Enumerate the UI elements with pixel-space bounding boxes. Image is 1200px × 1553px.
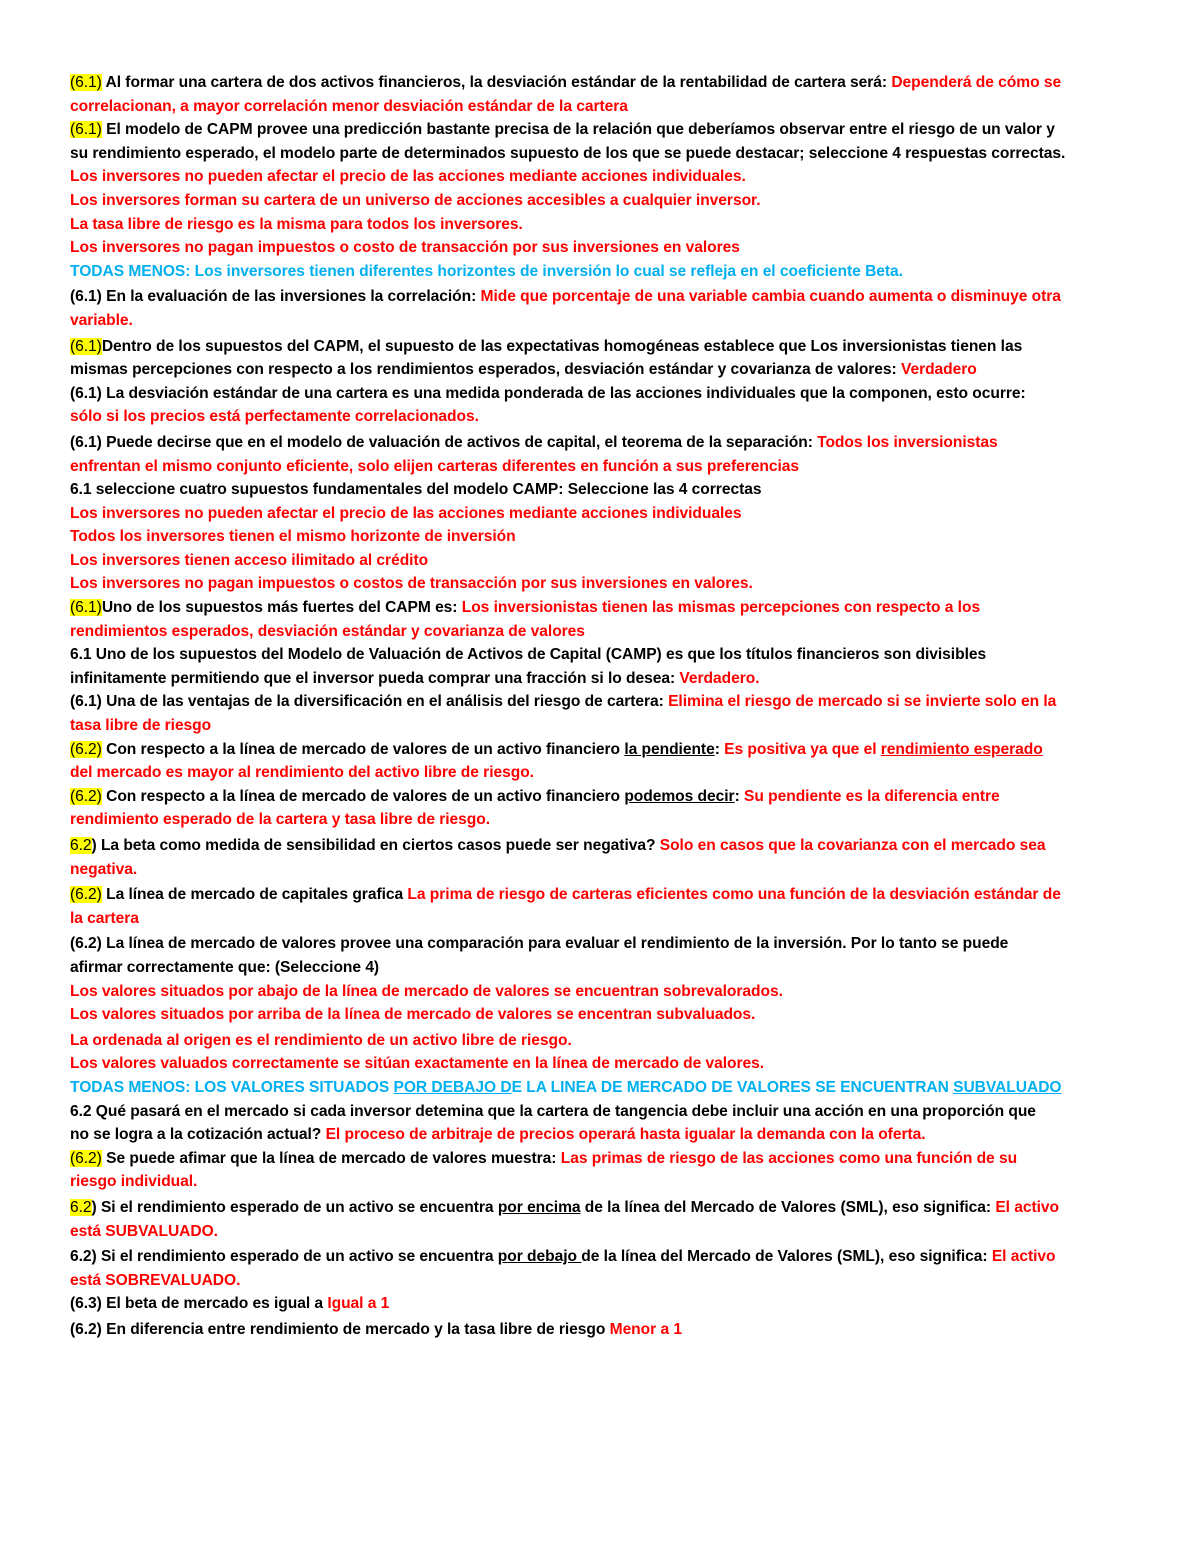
section-tag: (6.1) (70, 74, 102, 91)
text-line (70, 980, 1140, 1004)
question-text: Dentro de los supuestos del CAPM, el supuesto de las expectativas homogéneas establece que Los inversionistas tienen las (101, 337, 1023, 355)
text-line (70, 382, 1140, 406)
text-line (70, 1170, 1140, 1194)
answer-text: Los valores situados por abajo de la línea de mercado de valores se encuentran sobrevalorados. (70, 982, 783, 1000)
answer-text: Los inversores no pagan impuestos o costo de transacción por sus inversiones en valores (70, 239, 740, 257)
text-line (70, 1318, 1140, 1342)
answer-text: Los inversores forman su cartera de un universo de acciones accesibles a cualquier inversor. (70, 191, 761, 209)
answer-text: Los inversores no pueden afectar el precio de las acciones mediante acciones individuales (70, 504, 742, 522)
answer-text: Elimina el riesgo de mercado si se invierte solo en la (668, 693, 1057, 711)
question-text: por debajo (497, 1248, 582, 1266)
answer-text: Solo en casos que la covarianza con el mercado sea (659, 837, 1046, 854)
answer-text: negativa. (70, 860, 138, 878)
all-except-note: TODAS MENOS: LOS VALORES SITUADOS (70, 1078, 394, 1096)
answer-text: El activo (991, 1248, 1056, 1266)
question-text: : (734, 787, 745, 805)
answer-text: Verdadero. (679, 669, 760, 687)
answer-text: Los inversores no pueden afectar el precio de las acciones mediante acciones individuales. (70, 168, 746, 186)
question-text: 6.1 Uno de los supuestos del Modelo de Valuación de Activos de Capital (CAMP) es que los títulos financieros son divisibles (70, 646, 987, 664)
answer-text: Los valores situados por arriba de la línea de mercado de valores se encentran subvaluados. (70, 1006, 756, 1024)
text-line (70, 1003, 1140, 1027)
text-line (70, 643, 1140, 667)
text-line (70, 785, 1140, 809)
question-text: (6.1) Puede decirse que en el modelo de valuación de activos de capital, el teorema de la separación: (70, 433, 818, 451)
text-line (70, 165, 1140, 189)
text-line (70, 1220, 1140, 1244)
question-text: (6.1) La desviación estándar de una cartera es una medida ponderada de las acciones individuales que la componen, esto ocurre: (70, 384, 1026, 402)
answer-text: está SUBVALUADO. (70, 1222, 218, 1240)
question-text: 6.2 Qué pasará en el mercado si cada inversor detemina que la cartera de tangencia debe incluir una acción en una proporción que (70, 1102, 1036, 1120)
section-tag: (6.1) (70, 337, 102, 355)
text-line (70, 455, 1140, 479)
answer-text: Los inversionistas tienen las mismas percepciones con respecto a los (461, 599, 981, 617)
text-line (70, 189, 1140, 213)
section-tag: (6.1) (70, 599, 102, 617)
text-line (70, 335, 1140, 359)
answer-text: rendimiento esperado (880, 740, 1043, 758)
text-line (70, 1123, 1140, 1147)
answer-text: Todos los inversionistas (817, 433, 998, 451)
text-line (70, 1029, 1140, 1053)
text-line (70, 285, 1140, 309)
question-text: El modelo de CAPM provee una predicción bastante precisa de la relación que deberíamos observar entre el riesgo de un valor y (101, 121, 1055, 139)
text-line (70, 358, 1140, 382)
question-text: 6.1 seleccione cuatro supuestos fundamentales del modelo CAMP: Seleccione las 4 correctas (70, 481, 762, 499)
text-line (70, 932, 1140, 956)
text-line (70, 213, 1140, 237)
question-text: de la línea del Mercado de Valores (SML), eso significa: (581, 1248, 992, 1266)
question-text: por encima (497, 1198, 581, 1216)
question-text: (6.3) El beta de mercado es igual a (70, 1295, 328, 1313)
text-line (70, 405, 1140, 429)
text-line (70, 1245, 1140, 1269)
question-text: afirmar correctamente que: (Seleccione 4) (70, 958, 380, 976)
all-except-note: E LA LINEA DE MERCADO DE VALORES SE ENCUENTRAN (511, 1078, 954, 1096)
text-line (70, 1292, 1140, 1316)
answer-text: rendimientos esperados, desviación estándar y covarianza de valores (70, 622, 585, 640)
answer-text: correlacionan, a mayor correlación menor desviación estándar de la cartera (70, 97, 628, 115)
section-tag: (6.2) (70, 740, 102, 758)
text-line (70, 738, 1140, 762)
text-line (70, 596, 1140, 620)
text-line (70, 858, 1140, 882)
answer-text: El activo (995, 1198, 1059, 1216)
text-line (70, 1147, 1140, 1171)
answer-text: variable. (70, 311, 133, 329)
text-line (70, 71, 1140, 95)
text-line (70, 834, 1140, 858)
answer-text: Verdadero (900, 361, 977, 379)
text-line (70, 525, 1140, 549)
text-line (70, 808, 1140, 832)
section-tag: (6.2) (70, 886, 102, 904)
all-except-note: TODAS MENOS: Los inversores tienen diferentes horizontes de inversión lo cual se refleja en el coeficiente Beta. (70, 262, 903, 280)
question-text: Al formar una cartera de dos activos financieros, la desviación estándar de la rentabilidad de cartera será: (101, 74, 892, 91)
text-line (70, 309, 1140, 333)
answer-text: El proceso de arbitraje de precios operará hasta igualar la demanda con la oferta. (325, 1126, 926, 1144)
answer-text: Los inversores no pagan impuestos o costos de transacción por sus inversiones en valores. (70, 575, 753, 593)
answer-text: enfrentan el mismo conjunto eficiente, solo elijen carteras diferentes en función a sus preferencias (70, 457, 799, 475)
question-text: La línea de mercado de capitales grafica (101, 886, 408, 904)
question-text: Uno de los supuestos más fuertes del CAPM es: (101, 599, 462, 617)
question-text: Se puede afimar que la línea de mercado de valores muestra: (101, 1149, 561, 1167)
question-text: no se logra a la cotización actual? (70, 1126, 326, 1144)
section-tag: 6.2 (70, 1198, 92, 1216)
text-line (70, 907, 1140, 931)
question-text: (6.2) La línea de mercado de valores provee una comparación para evaluar el rendimiento de la inversión. Por lo tanto se puede (70, 935, 1009, 953)
answer-text: Su pendiente es la diferencia entre (744, 787, 1000, 805)
answer-text: Dependerá de cómo se (891, 74, 1062, 91)
text-line (70, 1052, 1140, 1076)
text-line (70, 118, 1140, 142)
text-line (70, 549, 1140, 573)
text-line (70, 502, 1140, 526)
question-text: (6.2) En diferencia entre rendimiento de mercado y la tasa libre de riesgo (70, 1320, 610, 1338)
answer-text: Es positiva ya que el (724, 740, 881, 758)
question-text: ) Si el rendimiento esperado de un activo se encuentra (91, 1198, 498, 1216)
text-line (70, 236, 1140, 260)
question-text: de la línea del Mercado de Valores (SML), eso significa: (580, 1198, 996, 1216)
answer-text: del mercado es mayor al rendimiento del activo libre de riesgo. (70, 764, 534, 782)
text-line (70, 690, 1140, 714)
answer-text: Los inversores tienen acceso ilimitado al crédito (70, 551, 429, 569)
question-text: mismas percepciones con respecto a los rendimientos esperados, desviación estándar y covarianza de valores: (70, 361, 901, 379)
text-line (70, 667, 1140, 691)
section-tag: (6.1) (70, 121, 102, 139)
text-line (70, 95, 1140, 119)
question-text: podemos decir (624, 787, 735, 805)
text-line (70, 431, 1140, 455)
answer-text: La tasa libre de riesgo es la misma para todos los inversores. (70, 215, 523, 233)
answer-text: Mide que porcentaje de una variable cambia cuando aumenta o disminuye otra (480, 288, 1061, 306)
answer-text: tasa libre de riesgo (70, 717, 212, 735)
all-except-note: SUBVALUADO (953, 1078, 1062, 1096)
question-text: (6.1) Una de las ventajas de la diversificación en el análisis del riesgo de cartera: (70, 693, 669, 711)
text-line (70, 1269, 1140, 1293)
text-line (70, 620, 1140, 644)
answer-text: Las primas de riesgo de las acciones como una función de su (560, 1149, 1018, 1167)
answer-text: Igual a 1 (327, 1295, 390, 1313)
answer-text: está SOBREVALUADO. (70, 1271, 241, 1289)
answer-text: Todos los inversores tienen el mismo horizonte de inversión (70, 528, 516, 546)
answer-text: Los valores valuados correctamente se sitúan exactamente en la línea de mercado de valores. (70, 1055, 765, 1073)
text-line (70, 761, 1140, 785)
answer-text: La ordenada al origen es el rendimiento de un activo libre de riesgo. (70, 1031, 572, 1049)
text-line (70, 142, 1140, 166)
text-line (70, 956, 1140, 980)
answer-text: la cartera (70, 909, 139, 927)
text-line (70, 572, 1140, 596)
question-text: Con respecto a la línea de mercado de valores de un activo financiero (101, 787, 625, 805)
text-line (70, 714, 1140, 738)
text-line (70, 1100, 1140, 1124)
question-text: 6.2) Si el rendimiento esperado de un activo se encuentra (70, 1248, 498, 1266)
answer-text: La prima de riesgo de carteras eficientes como una función de la desviación estándar de (407, 886, 1061, 904)
all-except-note: POR DEBAJO D (393, 1078, 512, 1096)
text-line (70, 478, 1140, 502)
question-text: Con respecto a la línea de mercado de valores de un activo financiero (101, 740, 625, 758)
text-line (70, 260, 1140, 284)
section-tag: (6.2) (70, 787, 102, 805)
question-text: infinitamente permitiendo que el inversor pueda comprar una fracción si lo desea: (70, 669, 680, 687)
answer-text: Menor a 1 (609, 1320, 682, 1338)
question-text: : (714, 740, 725, 758)
question-text: la pendiente (624, 740, 715, 758)
question-text: su rendimiento esperado, el modelo parte de determinados supuesto de los que se puede destacar; seleccione 4 respuestas correctas. (70, 144, 1066, 162)
section-tag: (6.2) (70, 1149, 102, 1167)
answer-text: sólo si los precios está perfectamente correlacionados. (70, 408, 479, 426)
text-line (70, 1076, 1140, 1100)
section-tag: 6.2 (70, 837, 92, 854)
answer-text: riesgo individual. (70, 1173, 198, 1191)
question-text: (6.1) En la evaluación de las inversiones la correlación: (70, 288, 481, 306)
question-text: ) La beta como medida de sensibilidad en ciertos casos puede ser negativa? (91, 837, 660, 854)
text-line (70, 1196, 1140, 1220)
answer-text: rendimiento esperado de la cartera y tasa libre de riesgo. (70, 811, 491, 829)
text-line (70, 883, 1140, 907)
